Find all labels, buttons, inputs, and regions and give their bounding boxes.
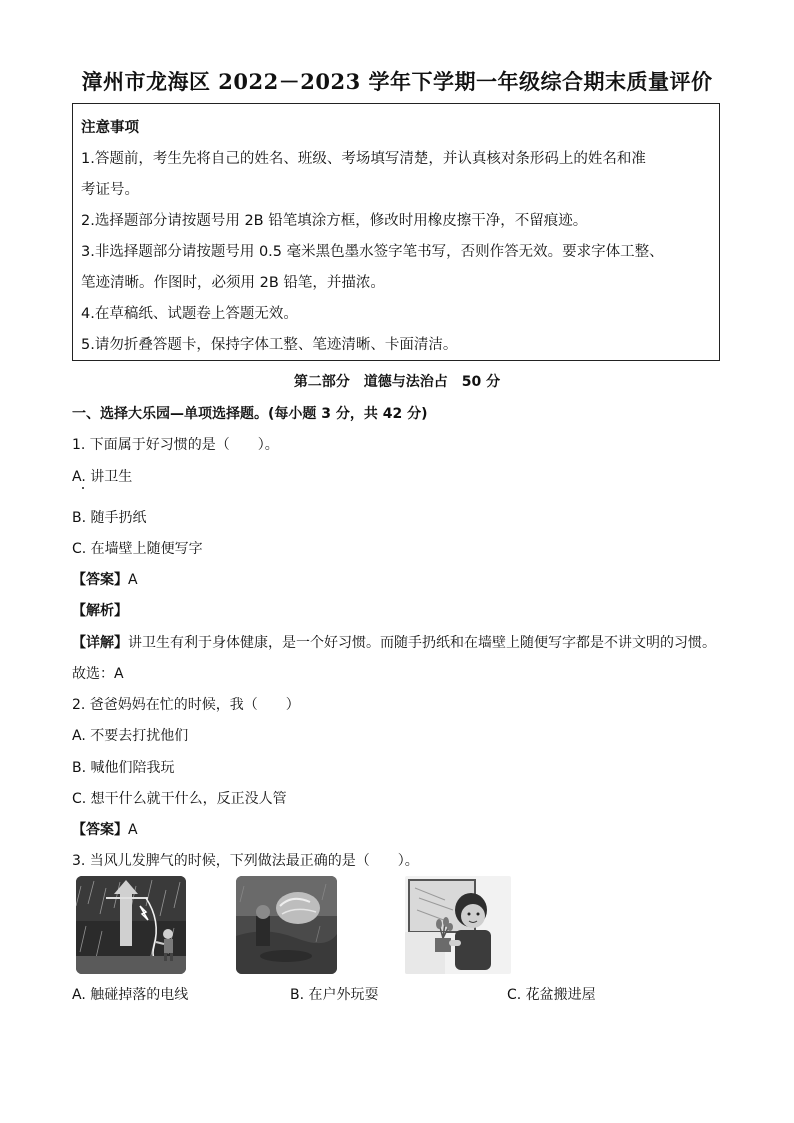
notice-line: 4.在草稿纸、试题卷上答题无效。 (81, 306, 298, 322)
part-title: 第二部分 道德与法治占 50 分 (293, 374, 501, 390)
notice-box (72, 103, 720, 361)
answer-tag: 【答案】 (72, 572, 128, 588)
question-1-detail (72, 632, 716, 652)
notice-line: 考证号。 (81, 182, 139, 198)
detail-tag: 【详解】 (72, 635, 128, 651)
question-2-option-c: C. 想干什么就干什么，反正没人管 (72, 791, 287, 807)
question-3-option-a: A. 触碰掉落的电线 (72, 987, 189, 1003)
question-1-answer (72, 569, 138, 589)
question-3-stem: 3. 当风儿发脾气的时候，下列做法最正确的是（ ）。 (72, 853, 419, 869)
question-2-option-a: A. 不要去打扰他们 (72, 728, 189, 744)
question-3-option-b: B. 在户外玩耍 (290, 987, 379, 1003)
question-3-option-c: C. 花盆搬进屋 (507, 987, 596, 1003)
detail-text: 讲卫生有利于身体健康，是一个好习惯。而随手扔纸和在墙壁上随便写字都是不讲文明的习惯。 (128, 635, 716, 651)
notice-line: 2.选择题部分请按题号用 2B 铅笔填涂方框，修改时用橡皮擦干净，不留痕迹。 (81, 213, 588, 229)
question-1-option-c: C. 在墙壁上随便写字 (72, 541, 203, 557)
question-2-stem: 2. 爸爸妈妈在忙的时候，我（ ） (72, 697, 300, 713)
notice-line: 1.答题前，考生先将自己的姓名、班级、考场填写清楚，并认真核对条形码上的姓名和准 (81, 151, 646, 167)
section-title: 一、选择大乐园—单项选择题。(每小题 3 分，共 42 分) (72, 406, 428, 422)
question-2-option-b: B. 喊他们陪我玩 (72, 760, 175, 776)
question-1-choice: 故选：A (72, 666, 124, 682)
question-1-option-b: B. 随手扔纸 (72, 510, 147, 526)
question-1-analysis-tag: 【解析】 (72, 603, 128, 619)
scan-speck (82, 487, 84, 489)
notice-line: 5.请勿折叠答题卡，保持字体工整、笔迹清晰、卡面清洁。 (81, 337, 458, 353)
notice-heading: 注意事项 (81, 120, 139, 136)
question-1-stem: 1. 下面属于好习惯的是（ ）。 (72, 437, 279, 453)
storm-fallen-wire-image (76, 876, 186, 974)
answer-tag: 【答案】 (72, 822, 128, 838)
exam-title: 漳州市龙海区 2022－2023 学年下学期一年级综合期末质量评价 (81, 69, 713, 94)
notice-line: 笔迹清晰。作图时，必须用 2B 铅笔，并描浓。 (81, 275, 385, 291)
answer-value: A (128, 572, 138, 588)
child-playing-outdoors-image (236, 876, 337, 974)
child-moving-flowerpot-image (405, 876, 511, 974)
notice-line: 3.非选择题部分请按题号用 0.5 毫米黑色墨水签字笔书写，否则作答无效。要求字体工整、 (81, 244, 664, 260)
question-1-option-a: A. 讲卫生 (72, 469, 133, 485)
answer-value: A (128, 822, 138, 838)
question-2-answer (72, 819, 138, 839)
